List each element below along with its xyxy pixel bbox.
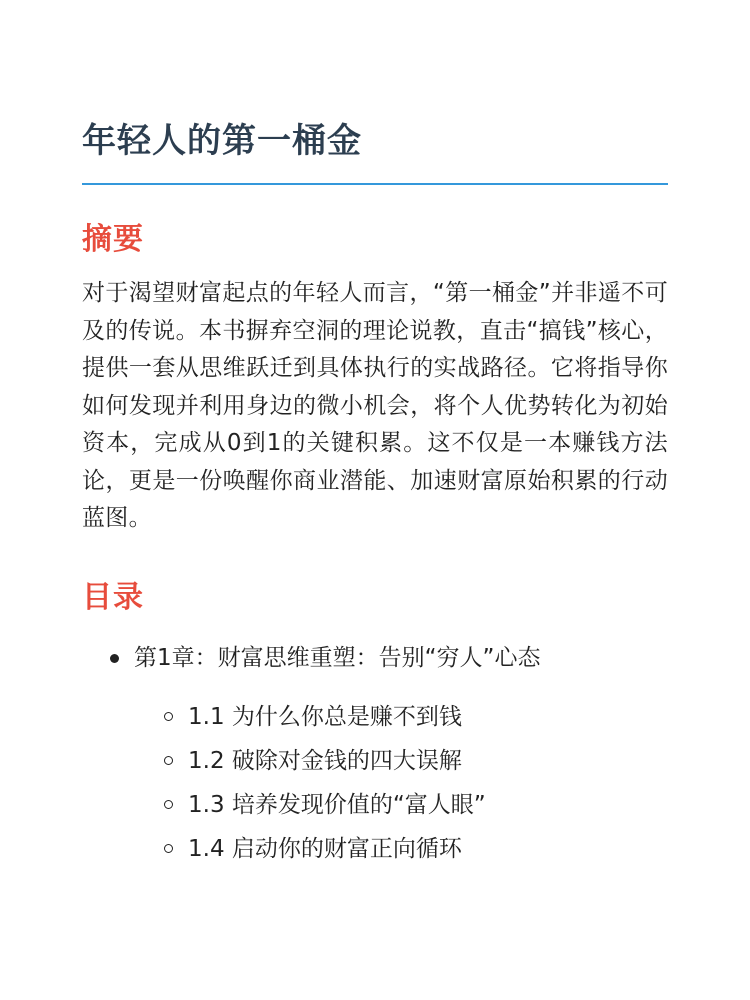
bullet-circle-icon (164, 800, 173, 809)
table-of-contents (82, 639, 668, 871)
toc-heading: 目录 (82, 579, 144, 615)
toc-section-list (134, 695, 668, 871)
bullet-circle-icon (164, 756, 173, 765)
toc-section-label: 1.1 为什么你总是赚不到钱 (188, 703, 462, 730)
toc-chapter-label: 第1章：财富思维重塑：告别“穷人”心态 (134, 644, 541, 671)
bullet-circle-icon (164, 844, 173, 853)
title-divider (82, 183, 668, 185)
toc-section-label: 1.2 破除对金钱的四大误解 (188, 747, 462, 774)
toc-section-item (82, 827, 668, 871)
toc-section-item (82, 783, 668, 827)
bullet-disc-icon (110, 654, 119, 663)
abstract-heading: 摘要 (82, 222, 144, 257)
toc-section-item (82, 695, 668, 739)
toc-chapter-1 (82, 639, 668, 871)
toc-section-label: 1.4 启动你的财富正向循环 (188, 835, 462, 862)
bullet-circle-icon (164, 712, 173, 721)
document-page (82, 0, 668, 871)
toc-section-label: 1.3 培养发现价值的“富人眼” (188, 791, 486, 818)
toc-section-item (82, 739, 668, 783)
page-title: 年轻人的第一桶金 (82, 121, 362, 161)
abstract-text: 对于渴望财富起点的年轻人而言，“第一桶金”并非遥不可及的传说。本书摒弃空洞的理论说教，直击“搞钱”核心，提供一套从思维跃迁到具体执行的实战路径。它将指导你如何发现并利用身边的微小机会，将个人优势转化为初始资本，完成从0到1的关键积累。这不仅是一本赚钱方法论，更是一份唤醒你商业潜能、加速财富原始积累的行动蓝图。 (82, 280, 668, 531)
